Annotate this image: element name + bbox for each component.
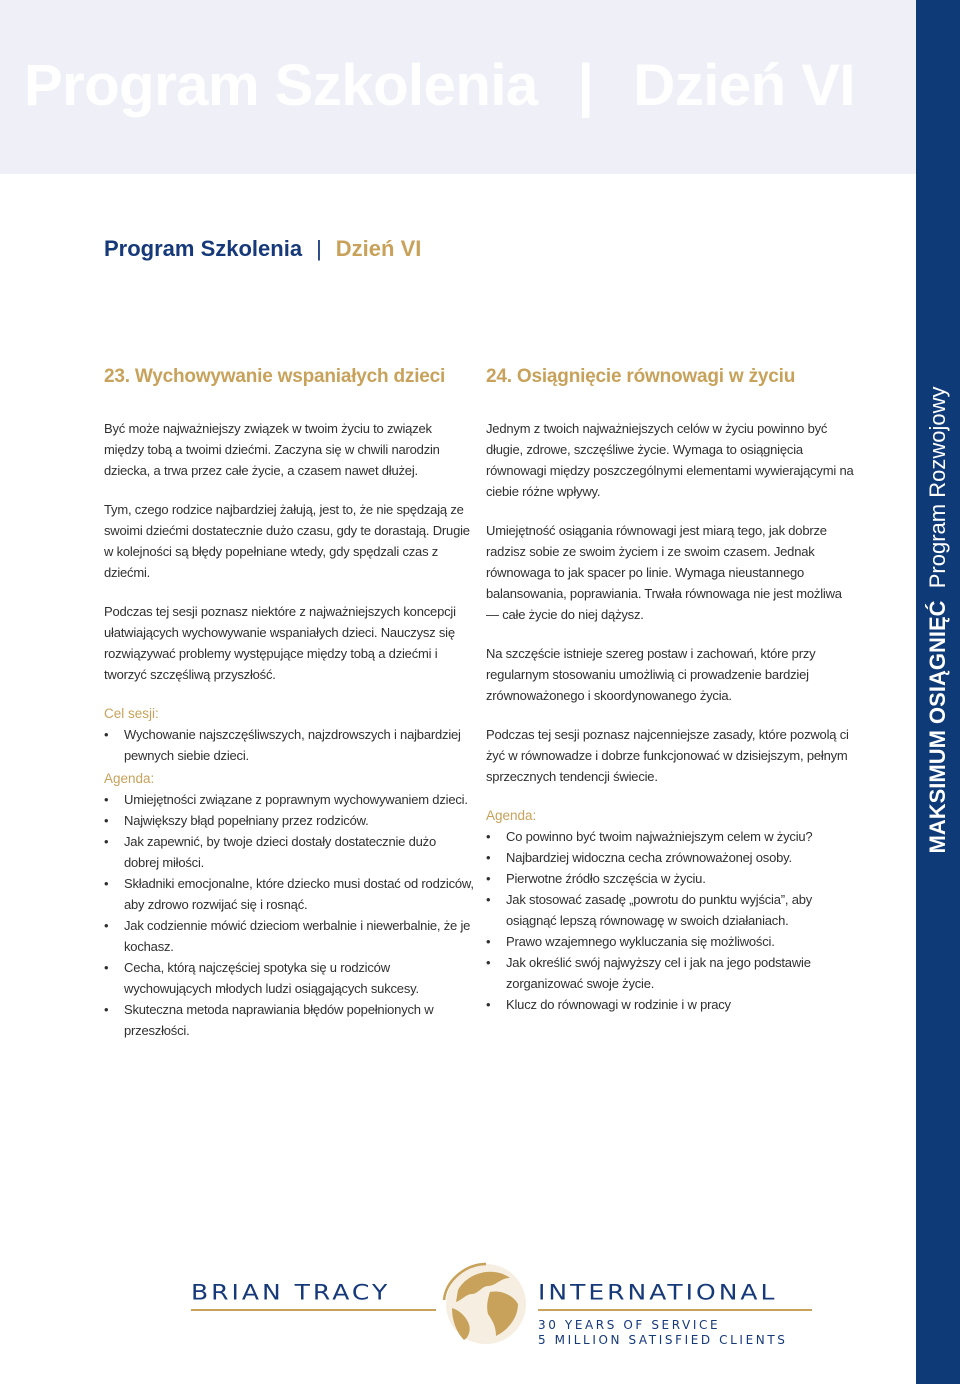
banner-title: Program Szkolenia — [24, 53, 538, 118]
session-24 — [486, 366, 854, 1017]
section-title-day: Dzień VI — [335, 236, 422, 261]
company-logo — [0, 1256, 916, 1356]
session-24-intro: Jednym z twoich najważniejszych celów w życiu powinno być długie, zdrowe, szczęśliwe życie. Wymaga to osiągnięcia równowagi między poszczególnymi elementami wywierającymi na ciebie różne wpływy. — [486, 421, 854, 499]
session-24-agenda-label: Agenda: — [486, 808, 537, 823]
session-23-heading: 23. Wychowywanie wspaniałych dzieci — [104, 366, 446, 387]
list-item: • Co powinno być twoim najważniejszym celem w życiu? — [486, 826, 854, 847]
session-24-overview: Podczas tej sesji poznasz najcenniejsze zasady, które pozwolą ci żyć w równowadze i dobrze funkcjonować w dzisiejszym, pełnym sprzecznych tendencji świecie. — [486, 727, 849, 784]
list-item: • Składniki emocjonalne, które dziecko musi dostać od rodziców, aby zdrowo rozwijać się i rosnąć. — [104, 873, 474, 915]
list-item: • Jak codziennie mówić dzieciom werbalnie i niewerbalnie, że je kochasz. — [104, 915, 474, 957]
logo-tagline-years: 30 YEARS OF SERVICE — [538, 1318, 721, 1332]
session-23-agenda-label: Agenda: — [104, 771, 155, 786]
page-title-banner — [24, 52, 855, 119]
session-23-goals — [104, 724, 474, 766]
list-item: • Wychowanie najszczęśliwszych, najzdrowszych i najbardziej pewnych siebie dzieci. — [104, 724, 474, 766]
session-24-balance: Umiejętność osiągania równowagi jest miarą tego, jak dobrze radzisz sobie ze swoim życiem i ze swoim czasem. Jednak równowaga to jak spacer po linie. Wymaga nieustannego balansowania, poprawiania. Trwała równowaga nie jest możliwa — całe życie do niej dążysz. — [486, 523, 842, 622]
session-24-attitudes: Na szczęście istnieje szereg postaw i zachowań, które przy regularnym stosowaniu umożliwią ci prowadzenie bardziej zrównoważonego i skoordynowanego życia. — [486, 646, 816, 703]
side-band — [916, 0, 960, 1384]
list-item: • Cecha, którą najczęściej spotyka się u rodziców wychowujących młodych ludzi osiągających sukcesy. — [104, 957, 474, 999]
session-23-overview: Podczas tej sesji poznasz niektóre z najważniejszych koncepcji ułatwiających wychowywanie wspaniałych dzieci. Nauczysz się rozwiązywać problemy występujące między tobą a dziećmi i tworzyć szczęśliwą przyszłość. — [104, 604, 456, 682]
list-item: • Jak zapewnić, by twoje dzieci dostały dostatecznie dużo dobrej miłości. — [104, 831, 474, 873]
logo-underline-right — [538, 1309, 812, 1311]
logo-tagline-clients: 5 MILLION SATISFIED CLIENTS — [538, 1333, 788, 1347]
list-item: • Umiejętności związane z poprawnym wychowywaniem dzieci. — [104, 789, 474, 810]
side-brand-bold: MAKSIMUM OSIĄGNIĘĆ — [925, 600, 950, 854]
list-item: • Jak stosować zasadę „powrotu do punktu wyjścia”, aby osiągnąć lepszą równowagę w swoich działaniach. — [486, 889, 854, 931]
logo-text-right: INTERNATIONAL — [538, 1280, 778, 1305]
list-item: • Pierwotne źródło szczęścia w życiu. — [486, 868, 854, 889]
list-item: • Najbardziej widoczna cecha zrównoważonej osoby. — [486, 847, 854, 868]
side-brand — [925, 387, 951, 854]
banner-separator: | — [577, 53, 594, 118]
session-24-agenda — [486, 826, 854, 1015]
session-23-intro: Być może najważniejszy związek w twoim życiu to związek między tobą a twoimi dziećmi. Zaczyna się w chwili narodzin dziecka, a trwa przez całe życie, a czasem nawet dłużej. — [104, 421, 440, 478]
logo-text-left: BRIAN TRACY — [191, 1280, 391, 1305]
section-title-main: Program Szkolenia — [104, 236, 303, 261]
session-23-regrets: Tym, czego rodzice najbardziej żałują, jest to, że nie spędzają ze swoimi dziećmi dostatecznie dużo czasu, gdy te dorastają. Drugie w kolejności są błędy popełniane wtedy, gdy spędzali czas z dziećmi. — [104, 502, 470, 580]
session-23-goal-label: Cel sesji: — [104, 706, 159, 721]
list-item: • Skuteczna metoda naprawiania błędów popełnionych w przeszłości. — [104, 999, 474, 1041]
section-title-separator: | — [316, 236, 322, 261]
session-23-agenda — [104, 789, 474, 1041]
list-item: • Jak określić swój najwyższy cel i jak na jego podstawie zorganizować swoje życie. — [486, 952, 854, 994]
logo-underline-left — [191, 1309, 436, 1311]
session-23 — [104, 366, 474, 1043]
session-24-heading: 24. Osiągnięcie równowagi w życiu — [486, 366, 796, 387]
section-title — [104, 236, 421, 262]
list-item: • Największy błąd popełniany przez rodziców. — [104, 810, 474, 831]
globe-icon — [438, 1260, 534, 1348]
banner-day: Dzień VI — [633, 53, 856, 118]
side-brand-light: Program Rozwojowy — [925, 386, 950, 589]
list-item: • Prawo wzajemnego wykluczania się możliwości. — [486, 931, 854, 952]
list-item: • Klucz do równowagi w rodzinie i w pracy — [486, 994, 854, 1015]
